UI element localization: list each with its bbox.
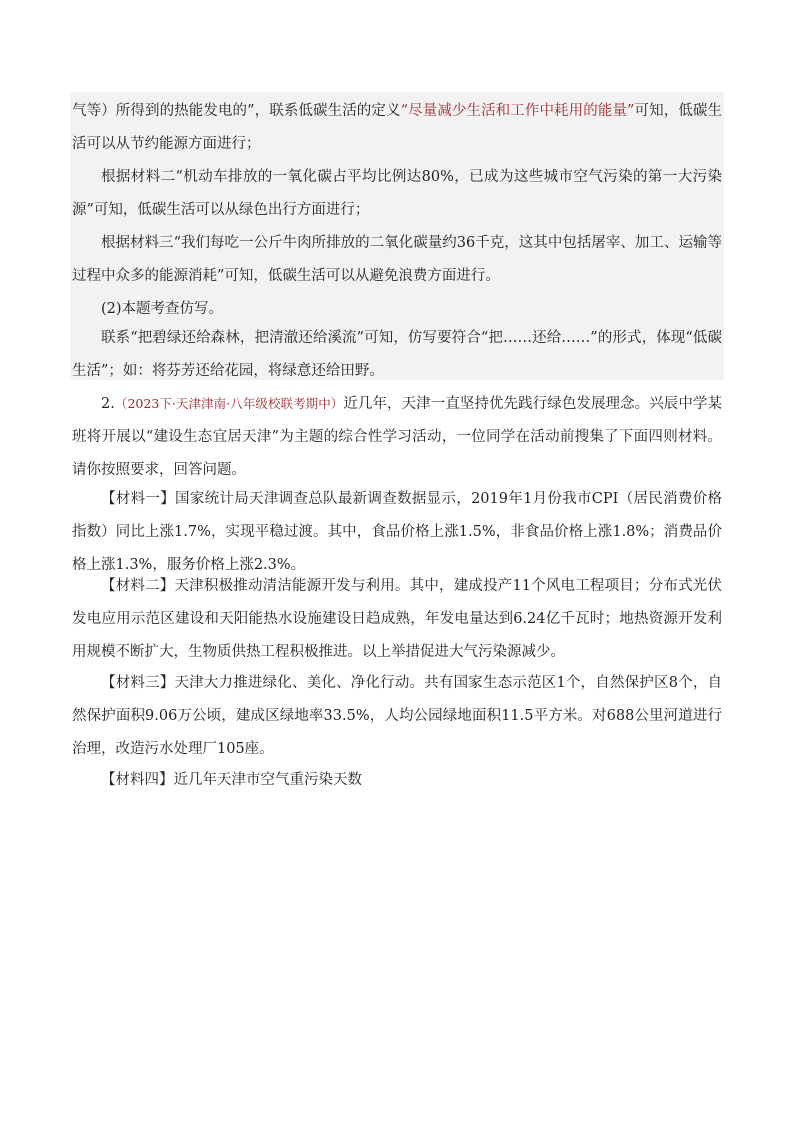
answer-p1-quote: “尽量减少生活和工作中耗用的能量” [400,103,635,119]
material-4 [72,764,722,797]
material-3 [72,667,722,766]
question-text: 近几年，天津一直坚持优先践行绿色发展理念。兴辰中学某班将开展以“建设生态宜居天津”为主题的综合性学习活动，一位同学在活动前搜集了下面四则材料。请你按照要求，回答问题。 [72,396,722,478]
question-source: （2023下·天津津南·八年级校联考期中） [114,396,344,411]
material-3-tag: 【材料三】 [101,675,175,691]
answer-p1-text-b: 可知，低碳生活可以从节约能源方面进行； [72,103,723,152]
material-2-tag: 【材料二】 [101,578,175,594]
question-stem [72,387,722,487]
question-number: 2. [101,396,115,412]
answer-p1-text-a: 气等）所得到的热能发电的”，联系低碳生活的定义 [72,103,401,119]
material-1-text: 国家统计局天津调查总队最新调查数据显示，2019年1月份我市CPI（居民消费价格指数）同比上涨1.7%，实现平稳过渡。其中，食品价格上涨1.5%，非食品价格上涨1.8%；消费品价格上涨1.3%，服务价格上涨2.3%。 [72,491,723,573]
material-4-text: 近几年天津市空气重污染天数 [173,772,362,788]
material-2-text: 天津积极推动清洁能源开发与利用。其中，建成投产11个风电工程项目；分布式光伏发电应用示范区建设和天阳能热水设施建设日趋成熟，年发电量达到6.24亿千瓦时；地热资源开发利用规模不断扩大，生物质供热工程积极推进。以上举措促进大气污染源减少。 [72,578,722,660]
answer-paragraph-5: 联系“把碧绿还给森林，把清澈还给溪流”可知，仿写要符合“把……还给……”的形式，体现“低碳生活”；如：将芬芳还给花园，将绿意还给田野。 [72,330,722,379]
material-3-text: 天津大力推进绿化、美化、净化行动。共有国家生态示范区1个，自然保护区8个，自然保护面积9.06万公顷，建成区绿地率33.5%，人均公园绿地面积11.5平方米。对688公里河道进行治理，改造污水处理厂105座。 [72,675,723,757]
material-4-tag: 【材料四】 [101,772,174,788]
answer-paragraph-2: 根据材料二“机动车排放的一氧化碳占平均比例达80%，已成为这些城市空气污染的第一大污染源”可知，低碳生活可以从绿色出行方面进行； [72,169,722,218]
answer-paragraph-3: 根据材料三“我们每吃一公斤牛肉所排放的二氧化碳量约36千克，这其中包括屠宰、加工、运输等过程中众多的能源消耗”可知，低碳生活可以从避免浪费方面进行。 [72,235,722,284]
answer-paragraph-1 [72,95,722,161]
material-1 [72,483,722,582]
material-1-tag: 【材料一】 [101,491,176,507]
answer-paragraph-4: (2)本题考查仿写。 [101,301,224,317]
material-2 [72,570,722,669]
